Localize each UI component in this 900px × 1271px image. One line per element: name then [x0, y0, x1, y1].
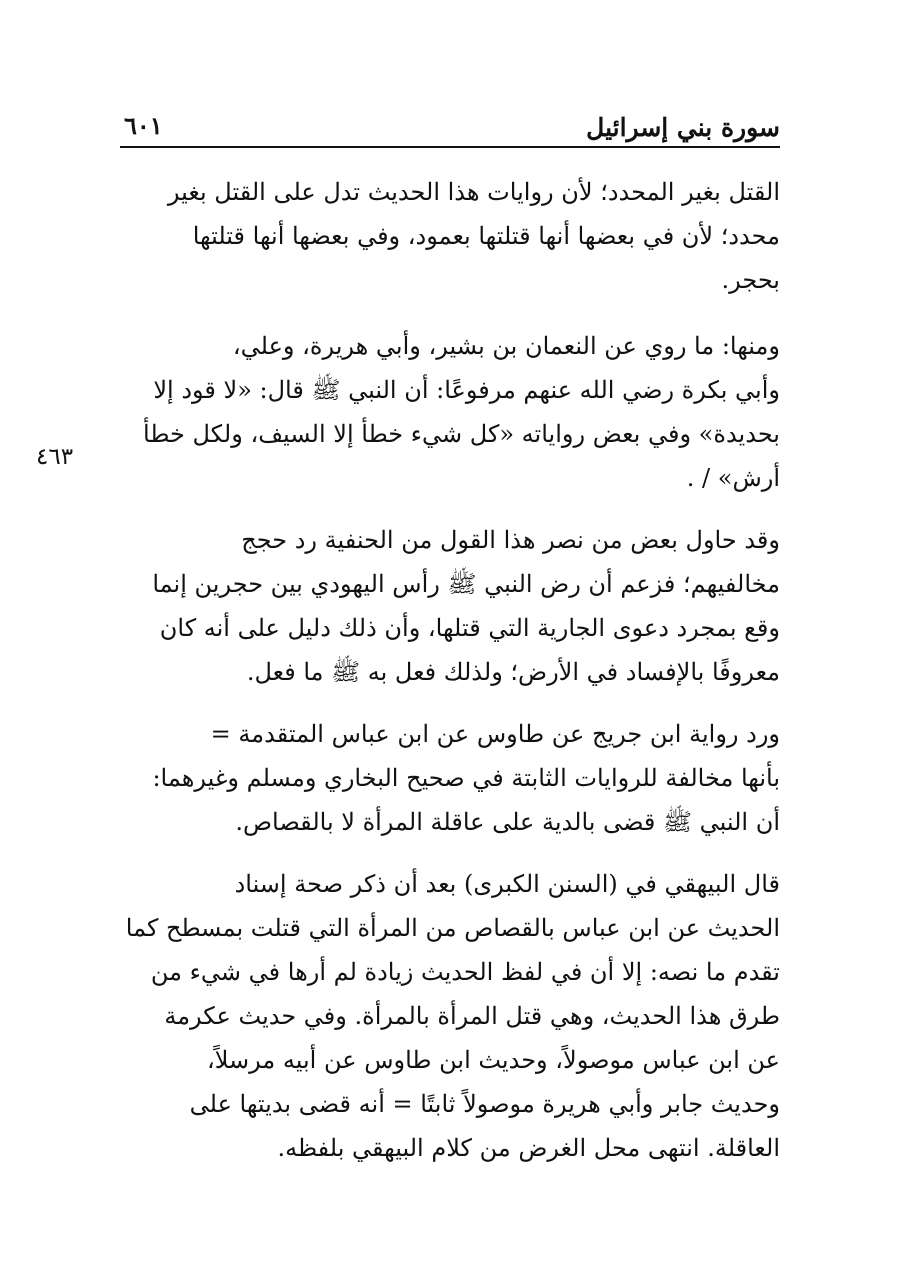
page-number: ٦٠١: [124, 111, 163, 140]
surah-title: سورة بني إسرائيل: [586, 113, 780, 142]
paragraph-5: [120, 862, 780, 1170]
text-line: ومنها: ما روي عن النعمان بن بشير، وأبي هريرة، وعلي،: [232, 332, 780, 360]
text-line: وقد حاول بعض من نصر هذا القول من الحنفية رد حجج: [241, 526, 780, 554]
paragraph-4: [120, 712, 780, 844]
text-line: قال البيهقي في (السنن الكبرى) بعد أن ذكر صحة إسناد: [234, 870, 780, 898]
text-line: طرق هذا الحديث، وهي قتل المرأة بالمرأة. وفي حديث عكرمة: [164, 1002, 780, 1030]
text-line: محدد؛ لأن في بعضها أنها قتلتها بعمود، وفي بعضها أنها قتلتها: [192, 222, 780, 250]
text-line: القتل بغير المحدد؛ لأن روايات هذا الحديث تدل على القتل بغير: [167, 178, 780, 206]
text-line: وأبي بكرة رضي الله عنهم مرفوعًا: أن النبي ﷺ قال: «لا قود إلا: [153, 376, 780, 404]
text-line: معروفًا بالإفساد في الأرض؛ ولذلك فعل به ﷺ ما فعل.: [246, 658, 780, 686]
text-line: ورد رواية ابن جريج عن طاوس عن ابن عباس المتقدمة =: [210, 720, 780, 748]
text-line: الحديث عن ابن عباس بالقصاص من المرأة التي قتلت بمسطح كما: [125, 914, 780, 942]
text-line: بحجر.: [721, 266, 780, 294]
text-line: عن ابن عباس موصولاً، وحديث ابن طاوس عن أبيه مرسلاً،: [206, 1046, 780, 1074]
text-line: وقع بمجرد دعوى الجارية التي قتلها، وأن ذلك دليل على أنه كان: [159, 614, 780, 642]
text-line: أن النبي ﷺ قضى بالدية على عاقلة المرأة لا بالقصاص.: [235, 808, 780, 836]
margin-page-reference: ٤٦٣: [36, 444, 74, 470]
text-line: العاقلة. انتهى محل الغرض من كلام البيهقي بلفظه.: [277, 1134, 780, 1162]
text-line: أرش» / .: [686, 464, 780, 492]
running-header: [120, 104, 780, 148]
text-line: وحديث جابر وأبي هريرة موصولاً ثابتًا = أنه قضى بديتها على: [189, 1090, 780, 1118]
text-line: تقدم ما نصه: إلا أن في لفظ الحديث زيادة لم أرها في شيء من: [150, 958, 780, 986]
paragraph-1: [120, 170, 780, 302]
text-line: مخالفيهم؛ فزعم أن رض النبي ﷺ رأس اليهودي بين حجرين إنما: [152, 570, 780, 598]
paragraph-3: [120, 518, 780, 694]
paragraph-2: [120, 324, 780, 500]
text-line: بحديدة» وفي بعض رواياته «كل شيء خطأ إلا السيف، ولكل خطأ: [143, 420, 780, 448]
text-line: بأنها مخالفة للروايات الثابتة في صحيح البخاري ومسلم وغيرهما:: [152, 764, 780, 792]
